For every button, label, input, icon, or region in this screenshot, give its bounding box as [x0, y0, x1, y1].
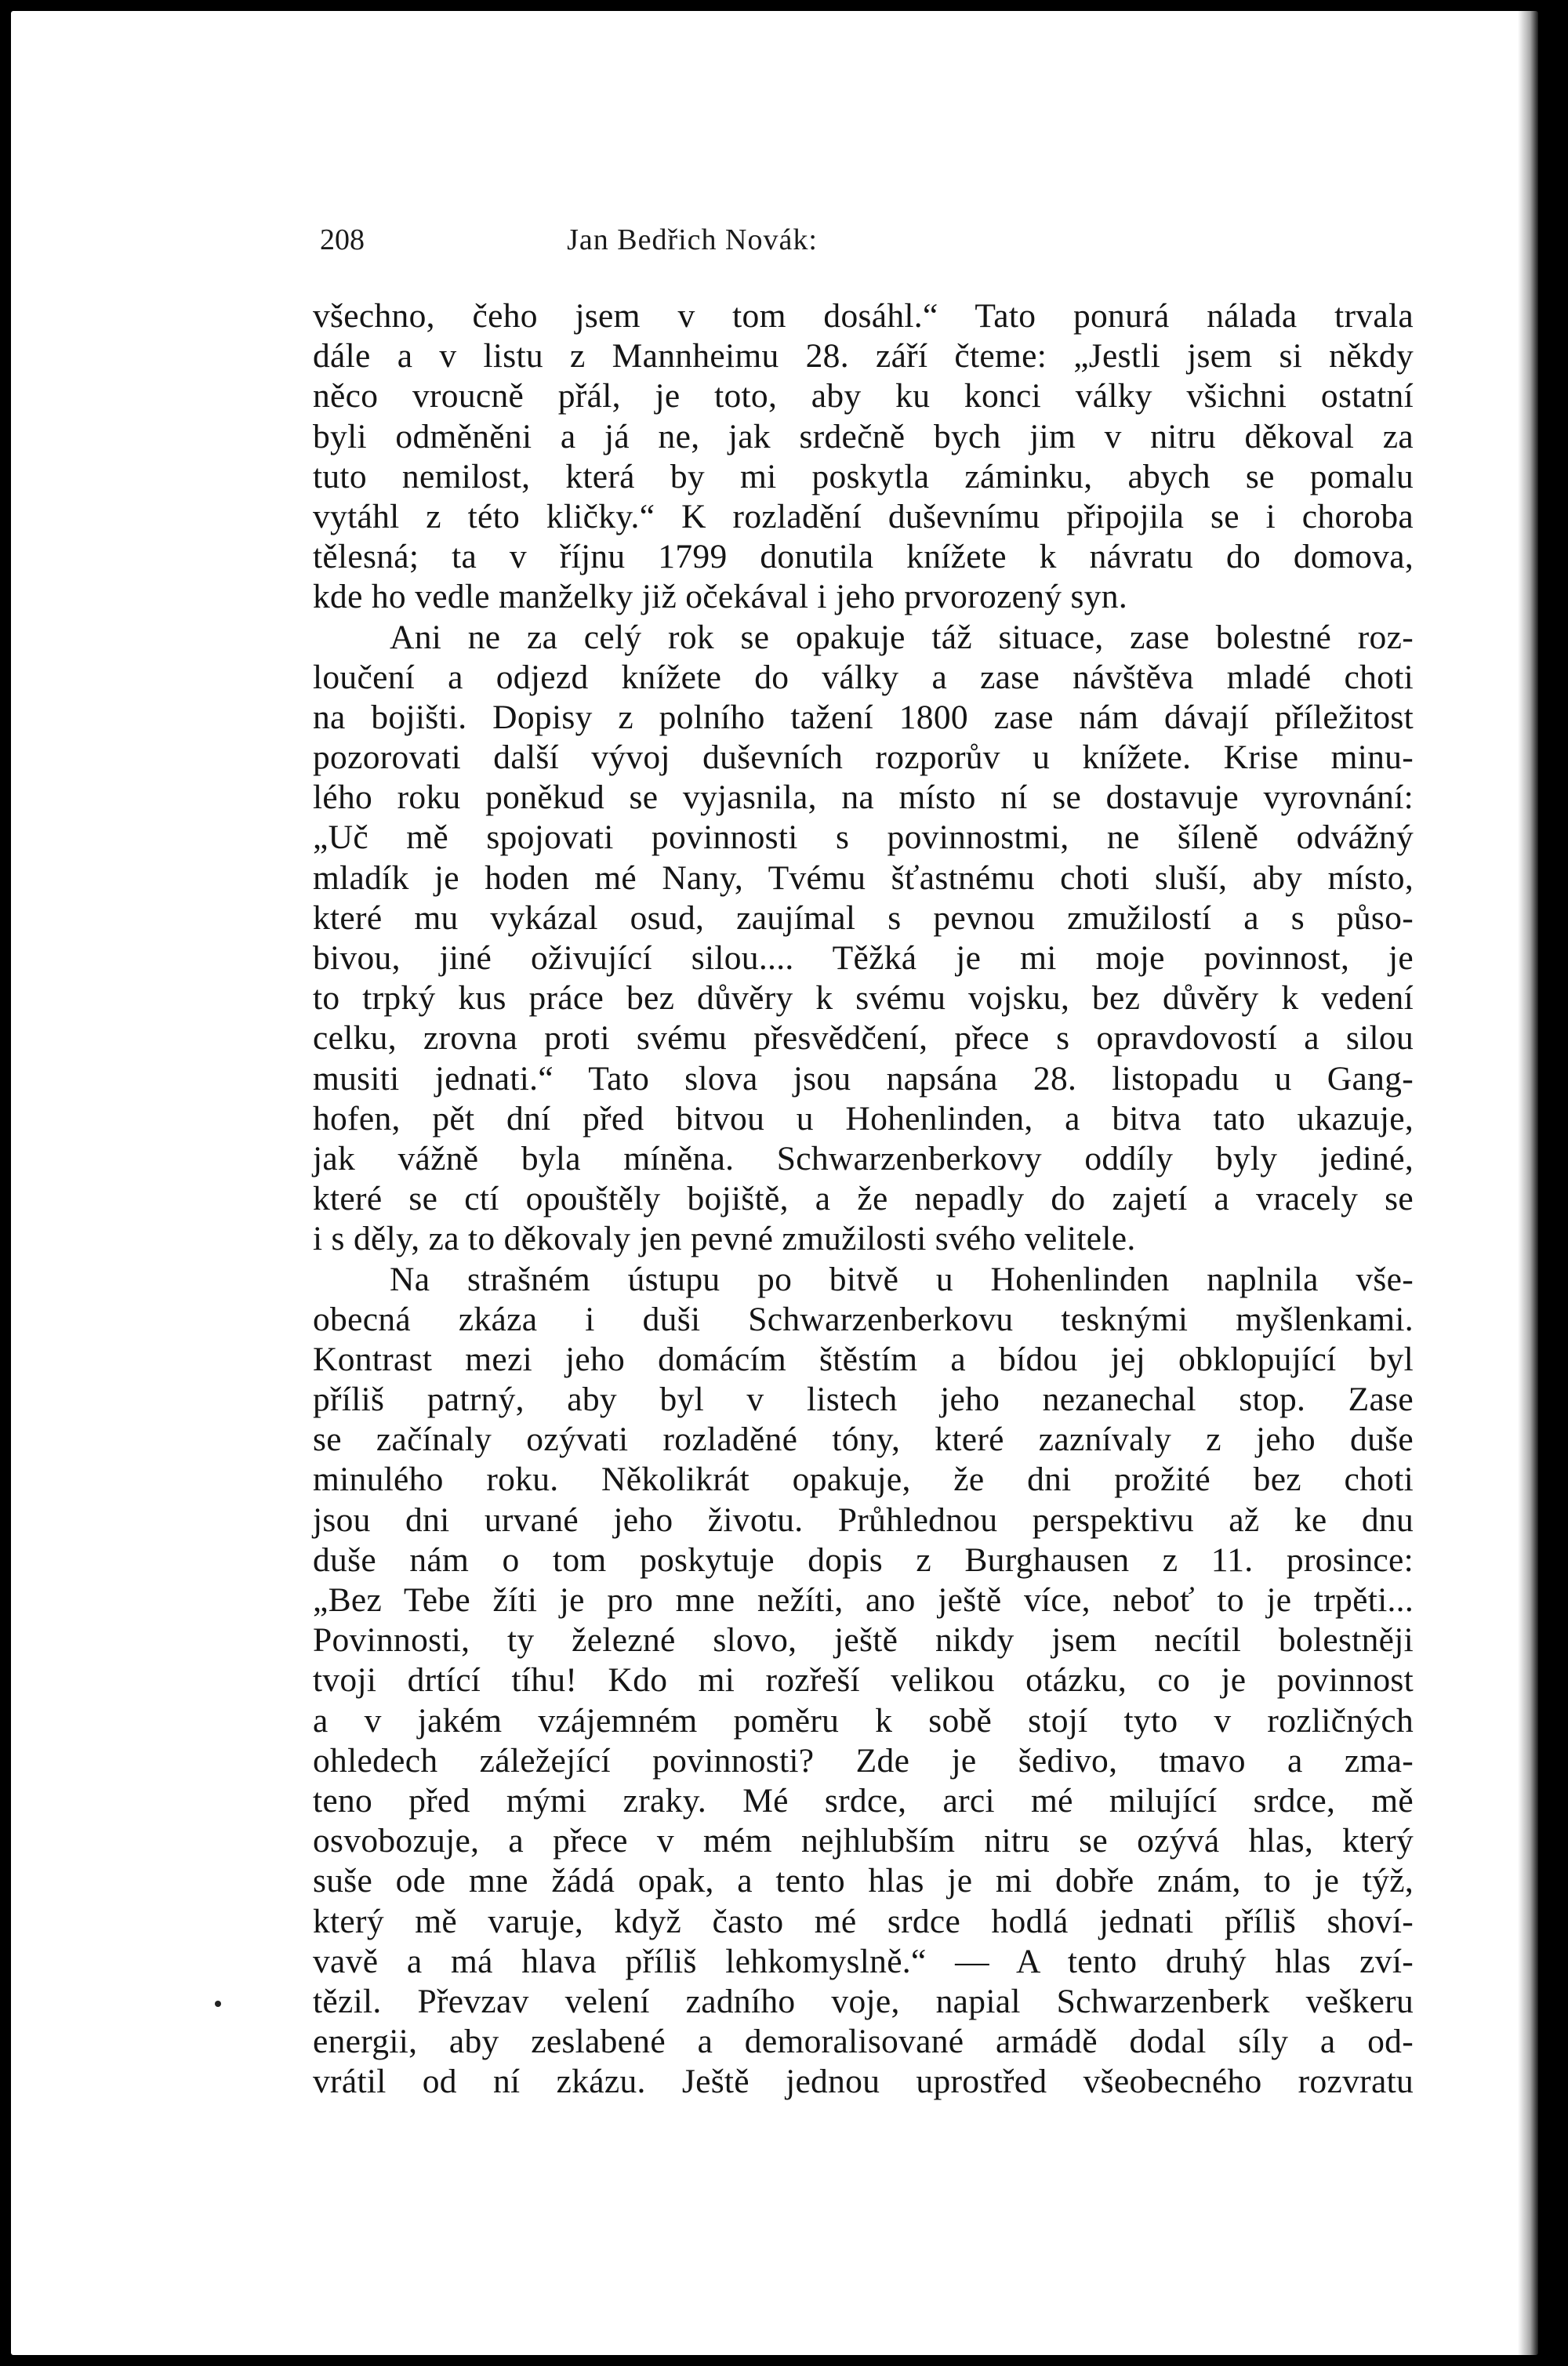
text-line: a v jakém vzájemném poměru k sobě stojí tyto v rozličných: [313, 1701, 1414, 1740]
text-line: tuto nemilost, která by mi poskytla záminku, abych se pomalu: [313, 457, 1414, 495]
text-line: tězil. Převzav velení zadního voje, napial Schwarzenberk veškeru: [313, 1982, 1414, 2020]
text-line: musiti jednati.“ Tato slova jsou napsána 28. listopadu u Gang-: [313, 1059, 1414, 1098]
text-line: duše nám o tom poskytuje dopis z Burghausen z 11. prosince:: [313, 1540, 1414, 1579]
text-line: tělesná; ta v říjnu 1799 donutila knížete k návratu do domova,: [313, 538, 1414, 576]
text-line: „Bez Tebe žíti je pro mne nežíti, ano ještě více, neboť to je trpěti...: [313, 1581, 1414, 1619]
text-line: obecná zkáza i duši Schwarzenberkovu tesknými myšlenkami.: [313, 1300, 1414, 1338]
text-line: na bojišti. Dopisy z polního tažení 1800 zase nám dávají příležitost: [313, 698, 1414, 736]
page-number: 208: [320, 223, 365, 256]
text-line: se začínaly ozývati rozladěné tóny, které zaznívaly z jeho duše: [313, 1421, 1414, 1459]
page-edge-shadow: [1518, 11, 1538, 2355]
text-line: to trpký kus práce bez důvěry k svému vojsku, bez důvěry k vedení: [313, 979, 1414, 1018]
body-text: [313, 296, 1414, 2102]
text-line: Kontrast mezi jeho domácím štěstím a bídou jej obklopující byl: [313, 1340, 1414, 1378]
text-line: energii, aby zeslabené a demoralisované armádě dodal síly a od-: [313, 2023, 1414, 2061]
text-line: Ani ne za celý rok se opakuje táž situace, zase bolestné roz-: [390, 618, 1414, 656]
text-line: vytáhl z této kličky.“ K rozladění duševnímu připojila se i choroba: [313, 497, 1414, 535]
text-line: jak vážně byla míněna. Schwarzenberkovy oddíly byly jediné,: [313, 1139, 1414, 1178]
text-line: hofen, pět dní před bitvou u Hohenlinden, a bitva tato ukazuje,: [313, 1099, 1414, 1138]
text-line: který mě varuje, když často mé srdce hodlá jednati příliš shoví-: [313, 1902, 1414, 1940]
text-line: něco vroucně přál, je toto, aby ku konci války všichni ostatní: [313, 377, 1414, 416]
text-line: „Uč mě spojovati povinnosti s povinnostmi, ne šíleně odvážný: [313, 818, 1414, 857]
text-line: pozorovati další vývoj duševních rozporův u knížete. Krise minu-: [313, 738, 1414, 777]
text-line: loučení a odjezd knížete do války a zase návštěva mladé choti: [313, 658, 1414, 696]
text-line: byli odměněni a já ne, jak srdečně bych jim v nitru děkoval za: [313, 417, 1414, 455]
text-line: příliš patrný, aby byl v listech jeho nezanechal stop. Zase: [313, 1381, 1414, 1419]
margin-dot: [215, 2001, 221, 2007]
text-line: jsou dni urvané jeho životu. Průhlednou perspektivu až ke dnu: [313, 1501, 1414, 1539]
text-line: tvoji drtící tíhu! Kdo mi rozřeší velikou otázku, co je povinnost: [313, 1661, 1414, 1700]
text-line: suše ode mne žádá opak, a tento hlas je mi dobře znám, to je týž,: [313, 1862, 1414, 1900]
running-head: [304, 223, 1080, 262]
text-line: Na strašném ústupu po bitvě u Hohenlinden naplnila vše-: [390, 1260, 1414, 1298]
text-line: Povinnosti, ty železné slovo, ještě nikdy jsem necítil bolestněji: [313, 1621, 1414, 1660]
text-line: osvobozuje, a přece v mém nejhlubším nitru se ozývá hlas, který: [313, 1822, 1414, 1860]
header-title: Jan Bedřich Novák:: [567, 223, 818, 256]
text-line: bivou, jiné oživující silou.... Těžká je mi moje povinnost, je: [313, 939, 1414, 977]
text-line: které mu vykázal osud, zaujímal s pevnou zmužilostí a s půso-: [313, 898, 1414, 937]
text-line: všechno, čeho jsem v tom dosáhl.“ Tato ponurá nálada trvala: [313, 297, 1414, 335]
text-line: vavě a má hlava příliš lehkomyslně.“ — A tento druhý hlas zví-: [313, 1942, 1414, 1980]
text-line: ohledech záležející povinnosti? Zde je šedivo, tmavo a zma-: [313, 1741, 1414, 1780]
text-line: minulého roku. Několikrát opakuje, že dni prožité bez choti: [313, 1461, 1414, 1499]
text-line: lého roku poněkud se vyjasnila, na místo ní se dostavuje vyrovnání:: [313, 778, 1414, 817]
text-line: celku, zrovna proti svému přesvědčení, přece s opravdovostí a silou: [313, 1019, 1414, 1058]
text-line: i s děly, za to děkovaly jen pevné zmužilosti svého velitele.: [313, 1220, 1136, 1258]
text-line: teno před mými zraky. Mé srdce, arci mé milující srdce, mě: [313, 1781, 1414, 1820]
text-line: kde ho vedle manželky již očekával i jeho prvorozený syn.: [313, 578, 1127, 616]
text-line: dále a v listu z Mannheimu 28. září čteme: „Jestli jsem si někdy: [313, 337, 1414, 376]
text-line: které se ctí opouštěly bojiště, a že nepadly do zajetí a vracely se: [313, 1180, 1414, 1218]
text-line: mladík je hoden mé Nany, Tvému šťastnému choti sluší, aby místo,: [313, 858, 1414, 897]
text-line: vrátil od ní zkázu. Ještě jednou uprostřed všeobecného rozvratu: [313, 2063, 1414, 2101]
